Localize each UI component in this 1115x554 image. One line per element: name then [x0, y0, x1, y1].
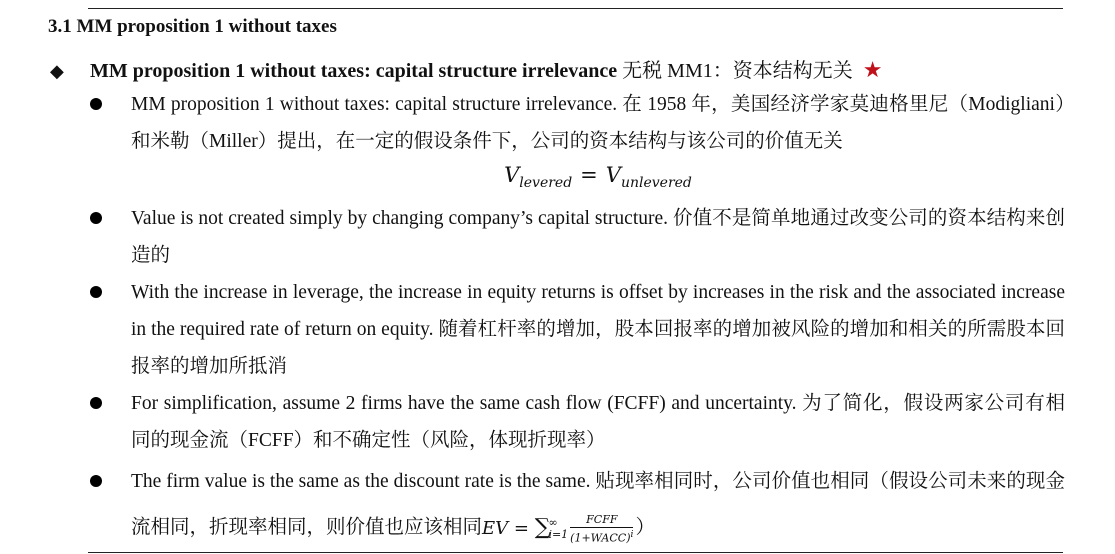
- bullet-dot-icon: [90, 286, 102, 298]
- fraction-exponent: i: [630, 528, 634, 540]
- star-icon: ★: [862, 57, 883, 82]
- sigma-symbol: ∑: [534, 515, 551, 541]
- fraction-denominator-base: (1+WACC): [570, 531, 631, 545]
- list-item: [90, 200, 1065, 274]
- bullet-text: Value is not created simply by changing company’s capital structure. 价值不是简单地通过改变公司的资本结构来创造的: [131, 208, 1065, 267]
- bullet-dot-icon: [90, 397, 102, 409]
- formula-rhs-sub: unlevered: [620, 175, 692, 192]
- formula-lhs-sub: levered: [519, 175, 573, 192]
- bullet-dot-icon: [90, 98, 102, 110]
- sum-lower: i=1: [548, 528, 569, 542]
- bullet-text: With the increase in leverage, the increase in equity returns is offset by increases in the risk and the associated increase in the required rate of return on equity. 随着杠杆率的增加，股本回报率的增加被风险的增加和相关的所需股本回报率的增加所抵消: [131, 282, 1065, 378]
- sum-upper: ∞: [548, 516, 558, 530]
- section-title: 3.1 MM proposition 1 without taxes: [48, 16, 337, 37]
- fraction-denominator: [570, 528, 633, 546]
- formula-lhs: V: [504, 163, 520, 187]
- bottom-rule: [88, 552, 1063, 553]
- list-item: [90, 459, 1065, 552]
- value-equality-formula: [131, 158, 1065, 200]
- fraction-numerator: FCFF: [570, 513, 633, 528]
- ev-equals: =: [513, 518, 529, 540]
- ev-fraction: [570, 513, 633, 546]
- heading-chinese: 无税 MM1：资本结构无关: [622, 60, 853, 82]
- bullet-list: [90, 86, 1065, 552]
- ev-lhs: EV: [482, 518, 509, 540]
- list-item: [90, 385, 1065, 459]
- proposition-heading: [50, 54, 882, 83]
- bullet-text: The firm value is the same as the discount rate is the same. 贴现率相同时，公司价值也相同（假设公司未来的现金流相同，折现率相同，则价值也应该相同: [131, 471, 1065, 539]
- sum-limits: [548, 517, 568, 541]
- bullet-tail: ）: [635, 517, 655, 539]
- formula-equals: =: [580, 163, 598, 187]
- bullet-text: MM proposition 1 without taxes: capital structure irrelevance. 在 1958 年，美国经济学家莫迪格里尼（Modigliani）和米勒（Miller）提出，在一定的假设条件下，公司的资本结构与该公司的价值无关: [131, 94, 1065, 152]
- bullet-text: For simplification, assume 2 firms have the same cash flow (FCFF) and uncertainty. 为了简化，假设两家公司有相同的现金流（FCFF）和不确定性（风险，体现折现率）: [131, 393, 1065, 452]
- formula-rhs: V: [605, 163, 621, 187]
- ev-formula: [482, 505, 635, 552]
- bullet-dot-icon: [90, 212, 102, 224]
- list-item: [90, 86, 1065, 200]
- top-rule: [88, 8, 1063, 9]
- list-item: [90, 274, 1065, 385]
- bullet-dot-icon: [90, 475, 102, 487]
- heading-english: MM proposition 1 without taxes: capital structure irrelevance: [90, 60, 618, 82]
- diamond-icon: ◆: [50, 61, 64, 81]
